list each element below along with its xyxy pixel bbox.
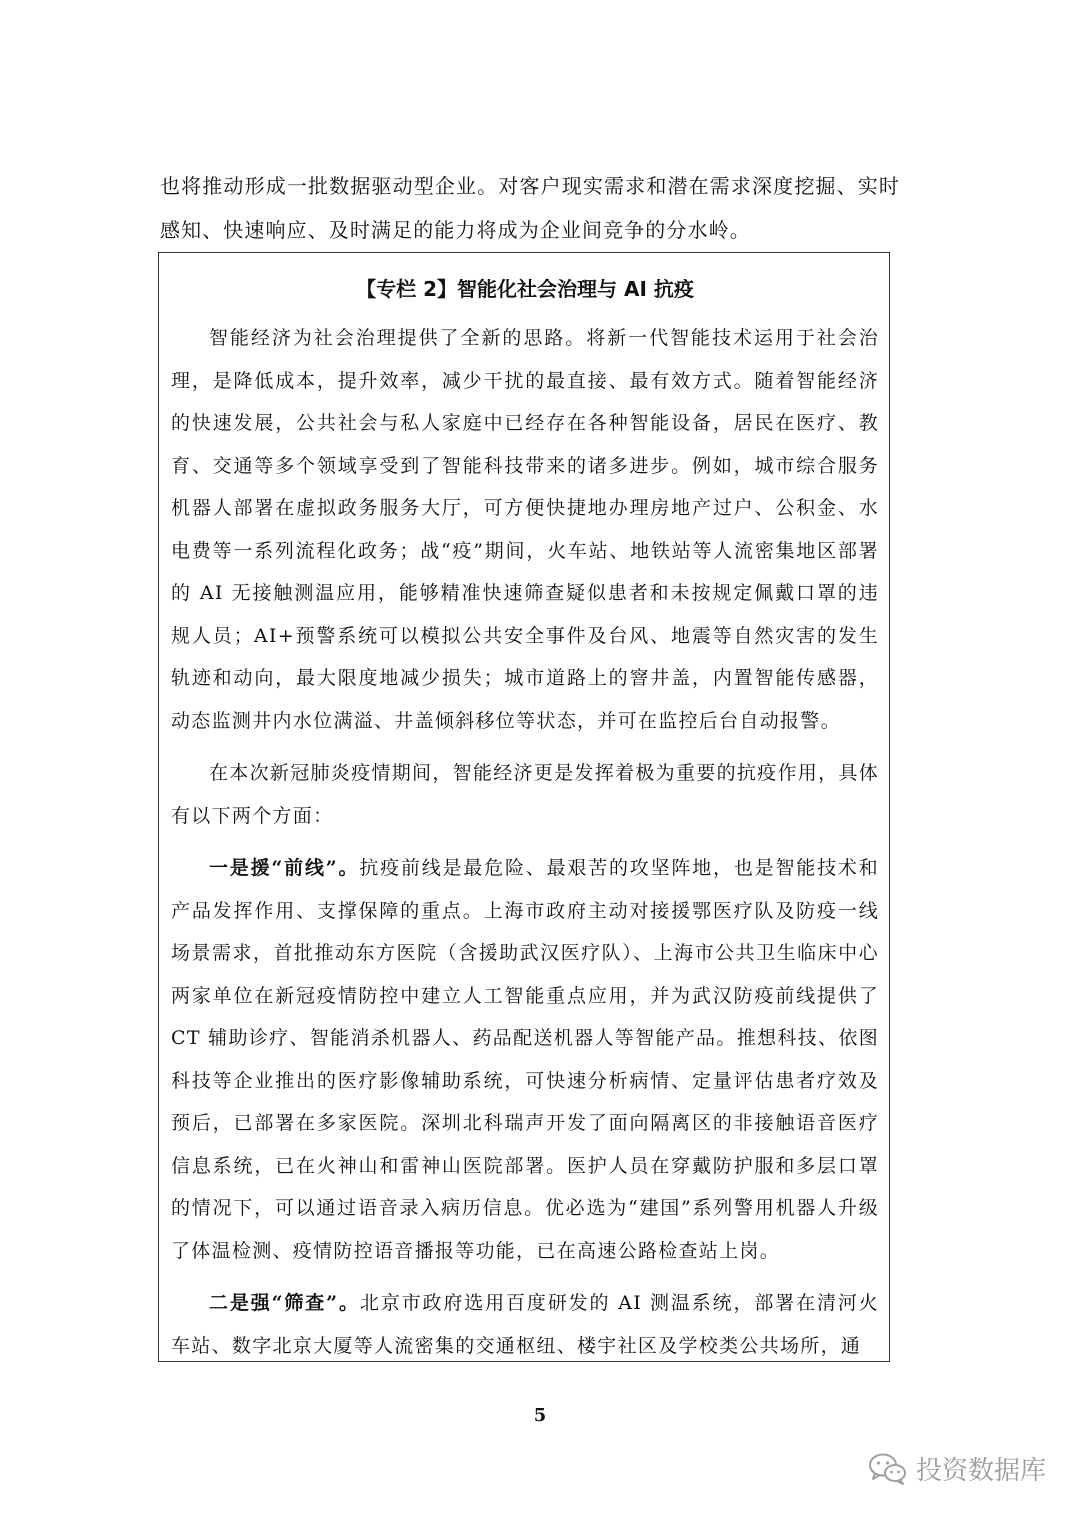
paragraph-4-lead: 二是强“筛查”。 [209,1292,360,1314]
paragraph-3-text: 抗疫前线是最危险、最艰苦的攻坚阵地，也是智能技术和产品发挥作用、支撑保障的重点。上海市政府主动对接援鄂医疗队及防疫一线场景需求，首批推动东方医院（含援助武汉医疗队）、上海市公共卫生临床中心两家单位在新冠疫情防控中建立人工智能重点应用，并为武汉防疫前线提供了 CT 辅助诊疗、智能消杀机器人、药品配送机器人等智能产品。推想科技、依图科技等企业推出的医疗影像辅助系统，可快速分析病情、定量评估患者疗效及预后，已部署在多家医院。深圳北科瑞声开发了面向隔离区的非接触语音医疗信息系统，已在火神山和雷神山医院部署。医护人员在穿戴防护服和多层口罩的情况下，可以通过语音录入病历信息。优必选为“建国”系列警用机器人升级了体温检测、疫情防控语音播报等功能，已在高速公路检查站上岗。 [171,857,879,1262]
column-paragraph-1: 智能经济为社会治理提供了全新的思路。将新一代智能技术运用于社会治理，是降低成本，提升效率，减少干扰的最直接、最有效方式。随着智能经济的快速发展，公共社会与私人家庭中已经存在各种智能设备，居民在医疗、教育、交通等多个领域享受到了智能科技带来的诸多进步。例如，城市综合服务机器人部署在虚拟政务服务大厅，可方便快捷地办理房地产过户、公积金、水电费等一系列流程化政务；战“疫”期间，火车站、地铁站等人流密集地区部署的 AI 无接触测温应用，能够精准快速筛查疑似患者和未按规定佩戴口罩的违规人员；AI+预警系统可以模拟公共安全事件及台风、地震等自然灾害的发生轨迹和动向，最大限度地减少损失；城市道路上的窨井盖，内置智能传感器，动态监测井内水位满溢、井盖倾斜移位等状态，并可在监控后台自动报警。 [171,327,879,732]
column-paragraph-2: 在本次新冠肺炎疫情期间，智能经济更是发挥着极为重要的抗疫作用，具体有以下两个方面： [171,762,879,827]
page-number: 5 [533,1405,547,1426]
column-paragraph-3 [171,847,879,1272]
column-paragraph-4 [171,1282,879,1362]
watermark-text: 投资数据库 [915,1456,1046,1486]
column-box [158,252,890,1362]
watermark [868,1450,1046,1487]
paragraph-4-text: 北京市政府选用百度研发的 AI 测温系统，部署在清河火车站、数字北京大厦等人流密集的交通枢纽、楼宇社区及学校类公共场所，通 [171,1292,879,1357]
intro-text: 也将推动形成一批数据驱动型企业。对客户现实需求和潜在需求深度挖掘、实时感知、快速响应、及时满足的能力将成为企业间竞争的分水岭。 [160,174,900,242]
intro-paragraph [160,164,900,252]
column-title: 【专栏 2】智能化社会治理与 AI 抗疫 [356,277,694,301]
wechat-icon [868,1452,908,1486]
paragraph-3-lead: 一是援“前线”。 [209,857,360,879]
